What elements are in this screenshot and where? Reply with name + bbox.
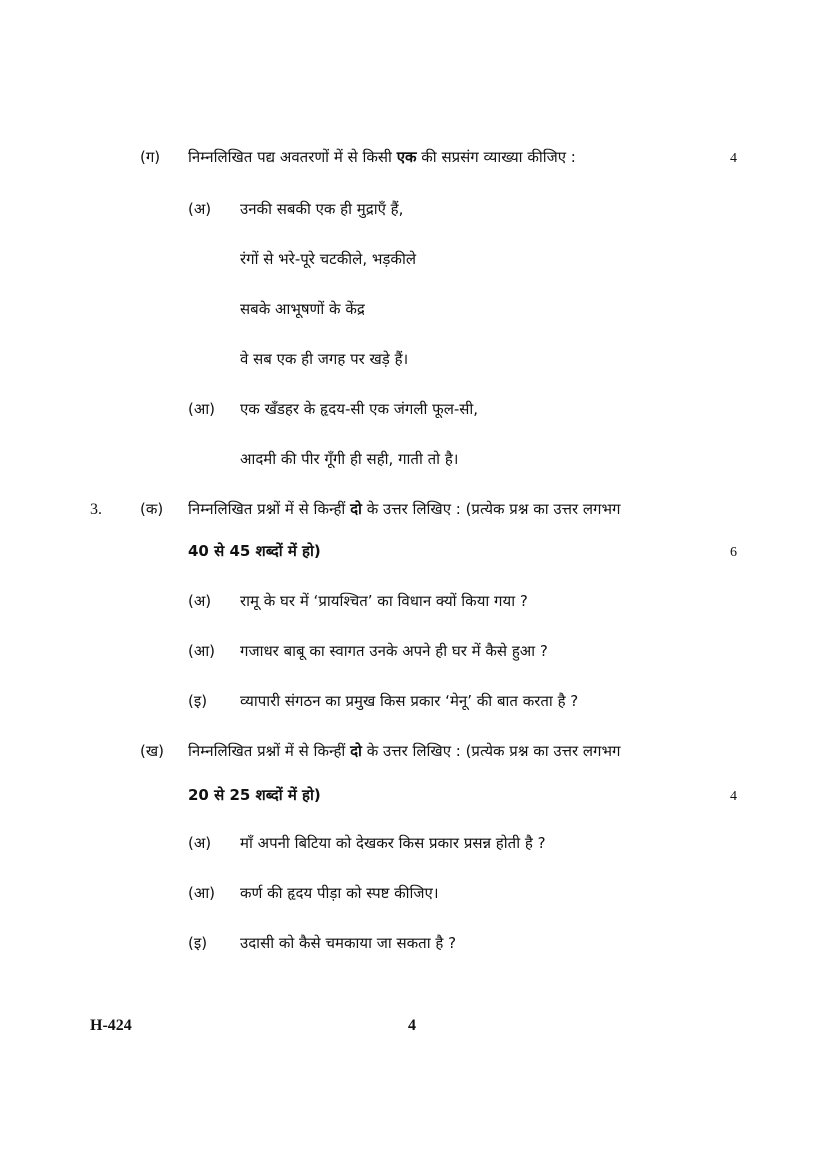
part-b-label: (ख) [140, 742, 164, 760]
item-label: (आ) [188, 884, 216, 902]
item-label: (इ) [188, 934, 208, 952]
instruction-text: निम्नलिखित पद्य अवतरणों में से किसी [188, 148, 397, 166]
instruction-text: के उत्तर लिखिए : (प्रत्येक प्रश्न का उत्तर लगभग [361, 500, 621, 518]
part-b-instruction [188, 744, 620, 759]
part-a-instruction [188, 502, 620, 517]
item-label: (इ) [188, 692, 208, 710]
item-label: (आ) [188, 642, 216, 660]
part-a-marks: 6 [730, 545, 737, 560]
verse-line: एक खँडहर के हृदय-सी एक जंगली फूल-सी, [240, 400, 479, 418]
instruction-emphasis: एक [396, 148, 417, 166]
instruction-text: निम्नलिखित प्रश्नों में से किन्हीं [188, 500, 351, 518]
section-g-label: (ग) [140, 148, 161, 166]
instruction-text: के उत्तर लिखिए : (प्रत्येक प्रश्न का उत्तर लगभग [361, 742, 621, 760]
verse-line: रंगों से भरे-पूरे चटकीले, भड़कीले [240, 250, 416, 268]
instruction-text: की सप्रसंग व्याख्या कीजिए : [416, 148, 576, 166]
instruction-text: निम्नलिखित प्रश्नों में से किन्हीं [188, 742, 351, 760]
option-label: (अ) [188, 200, 212, 218]
question-item: गजाधर बाबू का स्वागत उनके अपने ही घर में कैसे हुआ ? [240, 642, 548, 660]
item-label: (अ) [188, 834, 212, 852]
item-label: (अ) [188, 592, 212, 610]
verse-line: वे सब एक ही जगह पर खड़े हैं। [240, 350, 409, 368]
paper-code: H-424 [90, 1017, 132, 1034]
part-b-marks: 4 [730, 789, 737, 804]
section-g-marks: 4 [730, 151, 737, 166]
part-a-word-limit: 40 से 45 शब्दों में हो) [188, 542, 321, 560]
question-item: व्यापारी संगठन का प्रमुख किस प्रकार ‘मेनू’ की बात करता है ? [240, 692, 579, 710]
instruction-emphasis: दो [350, 742, 362, 760]
option-label: (आ) [188, 400, 216, 418]
question-number: 3. [90, 501, 102, 518]
verse-line: सबके आभूषणों के केंद्र [240, 300, 365, 318]
question-item: रामू के घर में ‘प्रायश्चित’ का विधान क्यों किया गया ? [240, 592, 528, 610]
verse-line: उनकी सबकी एक ही मुद्राएँ हैं, [240, 200, 404, 218]
question-item: कर्ण की हृदय पीड़ा को स्पष्ट कीजिए। [240, 884, 439, 902]
question-item: माँ अपनी बिटिया को देखकर किस प्रकार प्रसन्न होती है ? [240, 834, 546, 852]
verse-line: आदमी की पीर गूँगी ही सही, गाती तो है। [240, 450, 459, 468]
page-number: 4 [408, 1017, 416, 1034]
instruction-emphasis: दो [350, 500, 362, 518]
part-a-label: (क) [140, 500, 164, 518]
part-b-word-limit: 20 से 25 शब्दों में हो) [188, 786, 321, 804]
question-item: उदासी को कैसे चमकाया जा सकता है ? [240, 934, 457, 952]
section-g-instruction [188, 150, 576, 165]
